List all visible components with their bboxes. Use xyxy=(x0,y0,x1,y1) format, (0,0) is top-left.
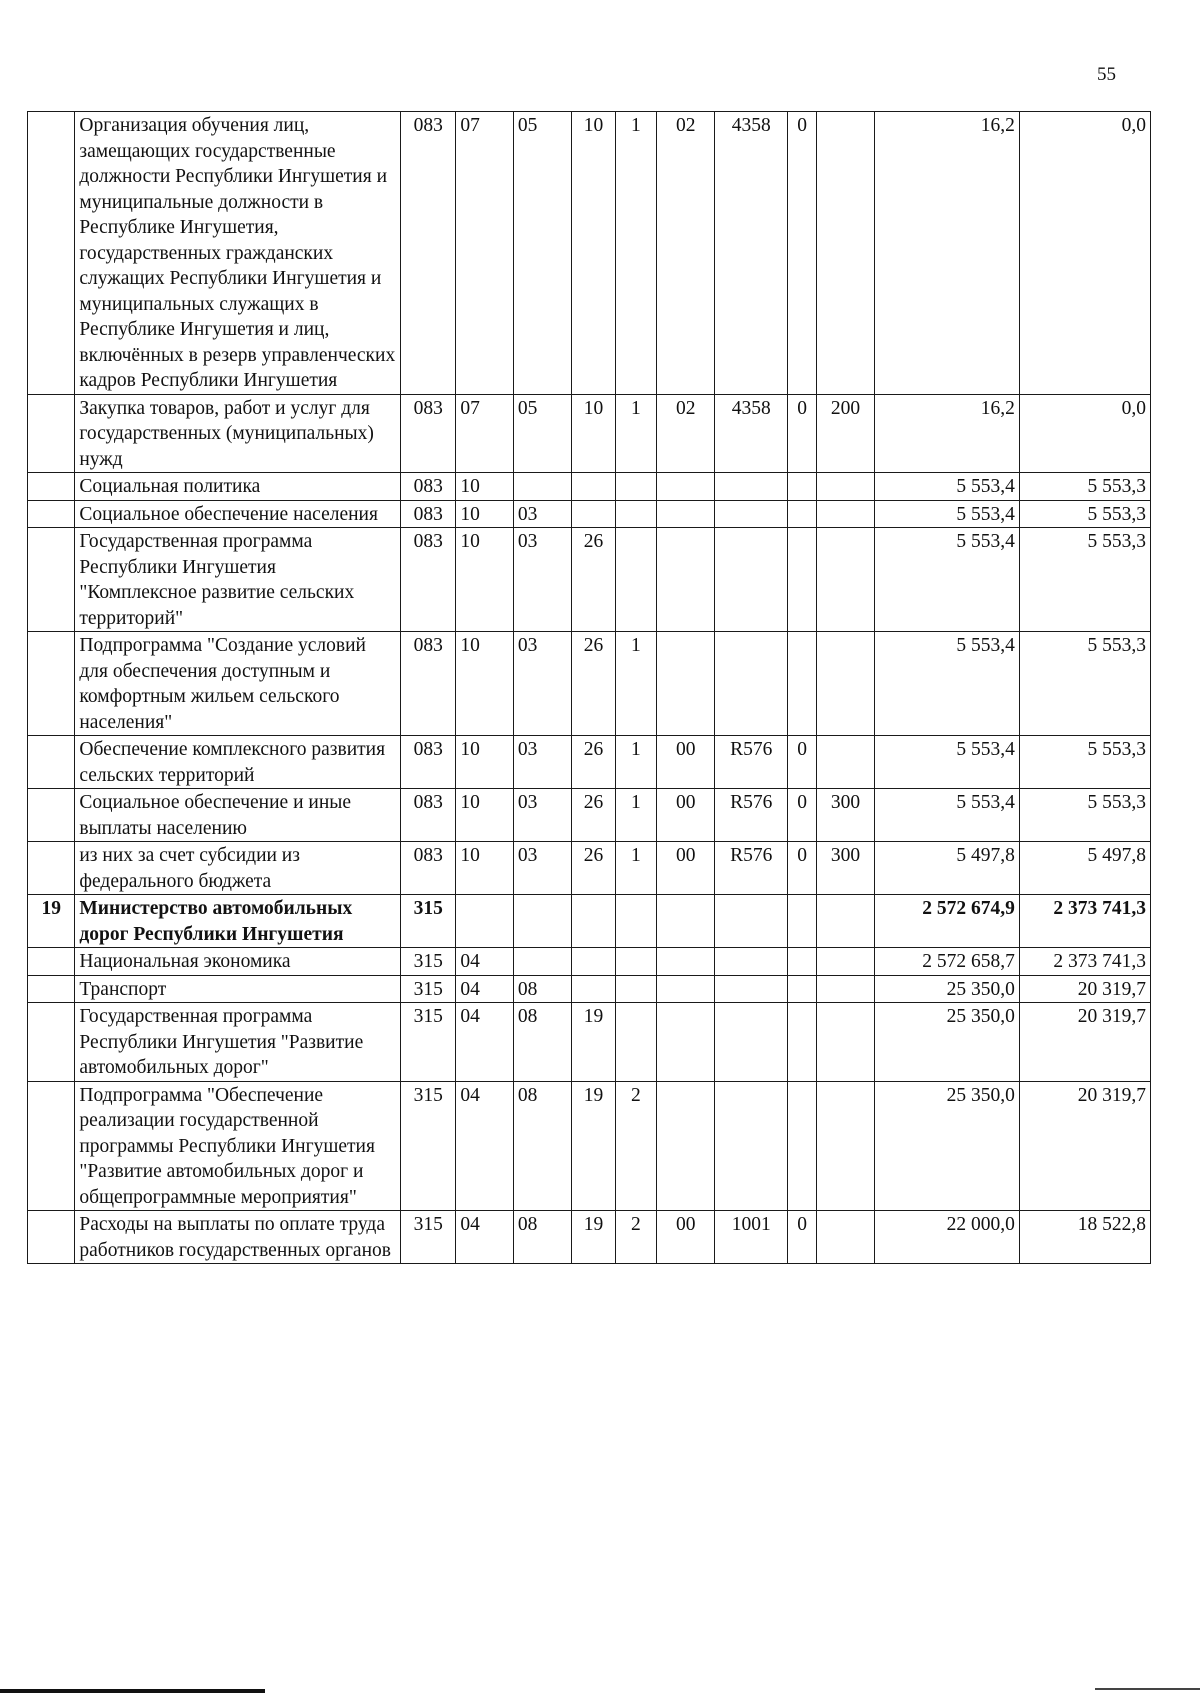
subsection-code-cell: 05 xyxy=(513,112,571,395)
actual-amount-cell: 0,0 xyxy=(1019,112,1150,395)
extra-code-cell: 0 xyxy=(788,112,817,395)
planned-amount-cell: 2 572 674,9 xyxy=(874,895,1019,948)
expense-type-cell xyxy=(817,112,874,395)
program-code-cell: 19 xyxy=(572,1081,615,1211)
row-number-cell xyxy=(28,394,75,473)
table-row xyxy=(28,948,1151,976)
ministry-code-cell: 315 xyxy=(400,895,455,948)
subprogram-code-cell: 1 xyxy=(615,736,656,789)
section-code-cell: 10 xyxy=(456,736,513,789)
subprogram-code-cell: 1 xyxy=(615,394,656,473)
event-code-cell xyxy=(657,948,715,976)
planned-amount-cell: 5 553,4 xyxy=(874,736,1019,789)
expense-type-cell xyxy=(817,1081,874,1211)
extra-code-cell: 0 xyxy=(788,736,817,789)
extra-code-cell xyxy=(788,632,817,736)
event-code-cell xyxy=(657,473,715,501)
ministry-code-cell: 315 xyxy=(400,1003,455,1082)
ministry-code-cell: 315 xyxy=(400,975,455,1003)
item-name-cell: Закупка товаров, работ и услуг для государственных (муниципальных) нужд xyxy=(75,394,401,473)
budget-table xyxy=(27,111,1151,1264)
subsection-code-cell: 03 xyxy=(513,632,571,736)
actual-amount-cell: 5 553,3 xyxy=(1019,500,1150,528)
extra-code-cell: 0 xyxy=(788,394,817,473)
section-code-cell: 10 xyxy=(456,500,513,528)
row-number-cell xyxy=(28,112,75,395)
table-row xyxy=(28,500,1151,528)
direction-code-cell xyxy=(715,500,788,528)
item-name-cell: Министерство автомобильных дорог Республики Ингушетия xyxy=(75,895,401,948)
table-row xyxy=(28,842,1151,895)
row-number-cell xyxy=(28,736,75,789)
subsection-code-cell: 03 xyxy=(513,736,571,789)
subprogram-code-cell xyxy=(615,895,656,948)
extra-code-cell xyxy=(788,1081,817,1211)
program-code-cell: 10 xyxy=(572,112,615,395)
item-name-cell: Подпрограмма "Обеспечение реализации государственной программы Республики Ингушетия "Развитие автомобильных дорог и общепрограммные мероприятия" xyxy=(75,1081,401,1211)
row-number-cell xyxy=(28,789,75,842)
program-code-cell: 26 xyxy=(572,842,615,895)
subprogram-code-cell xyxy=(615,948,656,976)
section-code-cell: 10 xyxy=(456,528,513,632)
planned-amount-cell: 5 553,4 xyxy=(874,528,1019,632)
expense-type-cell xyxy=(817,975,874,1003)
actual-amount-cell: 18 522,8 xyxy=(1019,1211,1150,1264)
table-row xyxy=(28,1211,1151,1264)
section-code-cell: 04 xyxy=(456,1211,513,1264)
actual-amount-cell: 20 319,7 xyxy=(1019,975,1150,1003)
subprogram-code-cell: 1 xyxy=(615,112,656,395)
section-code-cell: 10 xyxy=(456,789,513,842)
direction-code-cell xyxy=(715,975,788,1003)
planned-amount-cell: 5 553,4 xyxy=(874,789,1019,842)
extra-code-cell xyxy=(788,948,817,976)
direction-code-cell xyxy=(715,473,788,501)
planned-amount-cell: 25 350,0 xyxy=(874,975,1019,1003)
extra-code-cell xyxy=(788,500,817,528)
event-code-cell: 00 xyxy=(657,842,715,895)
subprogram-code-cell xyxy=(615,975,656,1003)
table-row xyxy=(28,736,1151,789)
planned-amount-cell: 16,2 xyxy=(874,112,1019,395)
ministry-code-cell: 315 xyxy=(400,1211,455,1264)
ministry-code-cell: 083 xyxy=(400,500,455,528)
event-code-cell: 02 xyxy=(657,112,715,395)
row-number-cell xyxy=(28,948,75,976)
row-number-cell xyxy=(28,1211,75,1264)
expense-type-cell: 300 xyxy=(817,842,874,895)
ministry-code-cell: 315 xyxy=(400,948,455,976)
item-name-cell: Расходы на выплаты по оплате труда работников государственных органов xyxy=(75,1211,401,1264)
section-code-cell: 04 xyxy=(456,1003,513,1082)
actual-amount-cell: 2 373 741,3 xyxy=(1019,948,1150,976)
table-row xyxy=(28,112,1151,395)
section-code-cell: 07 xyxy=(456,112,513,395)
program-code-cell xyxy=(572,895,615,948)
subsection-code-cell: 08 xyxy=(513,1003,571,1082)
actual-amount-cell: 20 319,7 xyxy=(1019,1003,1150,1082)
direction-code-cell xyxy=(715,632,788,736)
event-code-cell xyxy=(657,632,715,736)
page-edge-mark xyxy=(0,1689,265,1693)
table-row xyxy=(28,394,1151,473)
item-name-cell: Подпрограмма "Создание условий для обеспечения доступным и комфортным жильем сельского населения" xyxy=(75,632,401,736)
section-code-cell: 10 xyxy=(456,473,513,501)
direction-code-cell: R576 xyxy=(715,736,788,789)
direction-code-cell: R576 xyxy=(715,789,788,842)
expense-type-cell xyxy=(817,736,874,789)
extra-code-cell xyxy=(788,473,817,501)
planned-amount-cell: 16,2 xyxy=(874,394,1019,473)
section-code-cell xyxy=(456,895,513,948)
section-code-cell: 04 xyxy=(456,1081,513,1211)
ministry-code-cell: 083 xyxy=(400,632,455,736)
table-row xyxy=(28,1003,1151,1082)
direction-code-cell xyxy=(715,895,788,948)
expense-type-cell xyxy=(817,473,874,501)
expense-type-cell xyxy=(817,895,874,948)
program-code-cell: 26 xyxy=(572,736,615,789)
item-name-cell: Государственная программа Республики Ингушетия "Комплексное развитие сельских территорий" xyxy=(75,528,401,632)
section-code-cell: 10 xyxy=(456,632,513,736)
subprogram-code-cell xyxy=(615,1003,656,1082)
page-number: 55 xyxy=(1097,64,1116,85)
planned-amount-cell: 22 000,0 xyxy=(874,1211,1019,1264)
direction-code-cell xyxy=(715,1003,788,1082)
planned-amount-cell: 2 572 658,7 xyxy=(874,948,1019,976)
expense-type-cell xyxy=(817,1003,874,1082)
event-code-cell xyxy=(657,528,715,632)
direction-code-cell xyxy=(715,1081,788,1211)
expense-type-cell xyxy=(817,528,874,632)
actual-amount-cell: 5 553,3 xyxy=(1019,789,1150,842)
table-row xyxy=(28,473,1151,501)
section-code-cell: 04 xyxy=(456,948,513,976)
actual-amount-cell: 5 553,3 xyxy=(1019,736,1150,789)
direction-code-cell: 1001 xyxy=(715,1211,788,1264)
table-body xyxy=(28,112,1151,1264)
row-number-cell xyxy=(28,473,75,501)
subprogram-code-cell: 1 xyxy=(615,842,656,895)
extra-code-cell: 0 xyxy=(788,842,817,895)
subsection-code-cell: 03 xyxy=(513,528,571,632)
item-name-cell: Транспорт xyxy=(75,975,401,1003)
ministry-code-cell: 315 xyxy=(400,1081,455,1211)
actual-amount-cell: 5 497,8 xyxy=(1019,842,1150,895)
event-code-cell xyxy=(657,1081,715,1211)
actual-amount-cell: 5 553,3 xyxy=(1019,632,1150,736)
direction-code-cell xyxy=(715,948,788,976)
subsection-code-cell: 08 xyxy=(513,975,571,1003)
table-row xyxy=(28,528,1151,632)
subprogram-code-cell: 1 xyxy=(615,789,656,842)
section-code-cell: 04 xyxy=(456,975,513,1003)
subsection-code-cell xyxy=(513,473,571,501)
planned-amount-cell: 25 350,0 xyxy=(874,1081,1019,1211)
extra-code-cell xyxy=(788,528,817,632)
event-code-cell: 02 xyxy=(657,394,715,473)
extra-code-cell: 0 xyxy=(788,789,817,842)
event-code-cell xyxy=(657,975,715,1003)
program-code-cell xyxy=(572,975,615,1003)
row-number-cell xyxy=(28,842,75,895)
item-name-cell: из них за счет субсидии из федерального бюджета xyxy=(75,842,401,895)
planned-amount-cell: 5 553,4 xyxy=(874,632,1019,736)
expense-type-cell xyxy=(817,500,874,528)
program-code-cell xyxy=(572,500,615,528)
item-name-cell: Обеспечение комплексного развития сельских территорий xyxy=(75,736,401,789)
planned-amount-cell: 5 553,4 xyxy=(874,473,1019,501)
extra-code-cell xyxy=(788,1003,817,1082)
event-code-cell: 00 xyxy=(657,1211,715,1264)
ministry-code-cell: 083 xyxy=(400,789,455,842)
item-name-cell: Организация обучения лиц, замещающих государственные должности Республики Ингушетия и муниципальные должности в Республике Ингушетия, государственных гражданских служащих Республики Ингушетия и муниципальных служащих в Республике Ингушетия и лиц, включённых в резерв управленческих кадров Республики Ингушетия xyxy=(75,112,401,395)
table-row xyxy=(28,975,1151,1003)
event-code-cell xyxy=(657,895,715,948)
ministry-code-cell: 083 xyxy=(400,112,455,395)
table-row xyxy=(28,895,1151,948)
section-code-cell: 07 xyxy=(456,394,513,473)
subsection-code-cell xyxy=(513,948,571,976)
planned-amount-cell: 25 350,0 xyxy=(874,1003,1019,1082)
program-code-cell: 19 xyxy=(572,1003,615,1082)
subprogram-code-cell: 1 xyxy=(615,632,656,736)
row-number-cell xyxy=(28,500,75,528)
ministry-code-cell: 083 xyxy=(400,394,455,473)
actual-amount-cell: 5 553,3 xyxy=(1019,528,1150,632)
ministry-code-cell: 083 xyxy=(400,473,455,501)
item-name-cell: Социальное обеспечение и иные выплаты населению xyxy=(75,789,401,842)
planned-amount-cell: 5 553,4 xyxy=(874,500,1019,528)
extra-code-cell xyxy=(788,895,817,948)
direction-code-cell: 4358 xyxy=(715,112,788,395)
subprogram-code-cell xyxy=(615,473,656,501)
row-number-cell xyxy=(28,1081,75,1211)
row-number-cell xyxy=(28,528,75,632)
table-row xyxy=(28,1081,1151,1211)
expense-type-cell xyxy=(817,632,874,736)
program-code-cell xyxy=(572,948,615,976)
actual-amount-cell: 5 553,3 xyxy=(1019,473,1150,501)
item-name-cell: Национальная экономика xyxy=(75,948,401,976)
event-code-cell: 00 xyxy=(657,789,715,842)
section-code-cell: 10 xyxy=(456,842,513,895)
subsection-code-cell: 03 xyxy=(513,500,571,528)
subprogram-code-cell: 2 xyxy=(615,1211,656,1264)
extra-code-cell: 0 xyxy=(788,1211,817,1264)
table-row xyxy=(28,789,1151,842)
subsection-code-cell: 03 xyxy=(513,789,571,842)
ministry-code-cell: 083 xyxy=(400,736,455,789)
subsection-code-cell xyxy=(513,895,571,948)
event-code-cell xyxy=(657,500,715,528)
program-code-cell: 10 xyxy=(572,394,615,473)
row-number-cell xyxy=(28,1003,75,1082)
subsection-code-cell: 08 xyxy=(513,1211,571,1264)
row-number-cell: 19 xyxy=(28,895,75,948)
subprogram-code-cell xyxy=(615,500,656,528)
actual-amount-cell: 2 373 741,3 xyxy=(1019,895,1150,948)
item-name-cell: Государственная программа Республики Ингушетия "Развитие автомобильных дорог" xyxy=(75,1003,401,1082)
subsection-code-cell: 03 xyxy=(513,842,571,895)
program-code-cell: 19 xyxy=(572,1211,615,1264)
expense-type-cell xyxy=(817,948,874,976)
direction-code-cell: 4358 xyxy=(715,394,788,473)
actual-amount-cell: 20 319,7 xyxy=(1019,1081,1150,1211)
program-code-cell: 26 xyxy=(572,632,615,736)
expense-type-cell: 300 xyxy=(817,789,874,842)
direction-code-cell: R576 xyxy=(715,842,788,895)
row-number-cell xyxy=(28,975,75,1003)
ministry-code-cell: 083 xyxy=(400,842,455,895)
actual-amount-cell: 0,0 xyxy=(1019,394,1150,473)
table-row xyxy=(28,632,1151,736)
item-name-cell: Социальное обеспечение населения xyxy=(75,500,401,528)
subsection-code-cell: 08 xyxy=(513,1081,571,1211)
program-code-cell: 26 xyxy=(572,528,615,632)
expense-type-cell xyxy=(817,1211,874,1264)
row-number-cell xyxy=(28,632,75,736)
planned-amount-cell: 5 497,8 xyxy=(874,842,1019,895)
expense-type-cell: 200 xyxy=(817,394,874,473)
subprogram-code-cell: 2 xyxy=(615,1081,656,1211)
subsection-code-cell: 05 xyxy=(513,394,571,473)
event-code-cell xyxy=(657,1003,715,1082)
direction-code-cell xyxy=(715,528,788,632)
extra-code-cell xyxy=(788,975,817,1003)
program-code-cell xyxy=(572,473,615,501)
page-edge-mark-right xyxy=(1095,1688,1200,1690)
subprogram-code-cell xyxy=(615,528,656,632)
item-name-cell: Социальная политика xyxy=(75,473,401,501)
program-code-cell: 26 xyxy=(572,789,615,842)
ministry-code-cell: 083 xyxy=(400,528,455,632)
event-code-cell: 00 xyxy=(657,736,715,789)
